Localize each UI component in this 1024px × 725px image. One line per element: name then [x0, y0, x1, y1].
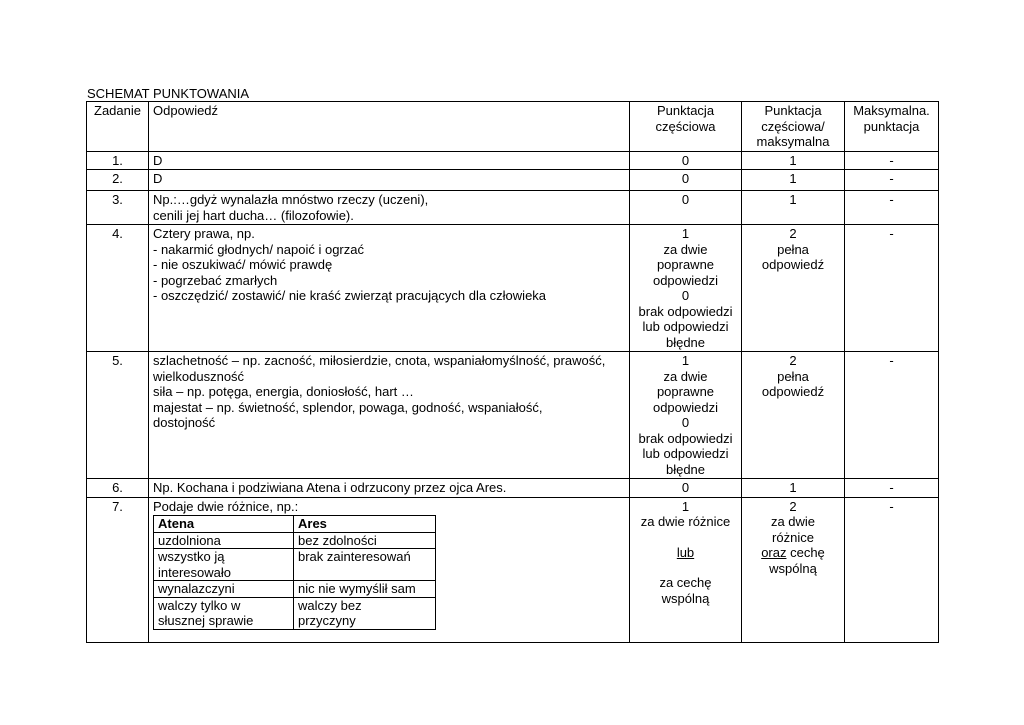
- task-number: 1.: [87, 151, 149, 170]
- partial-max-score: 2 pełna odpowiedź: [742, 352, 845, 479]
- max-score: -: [845, 352, 939, 479]
- partial-max-score: [742, 497, 845, 642]
- task-number: 2.: [87, 170, 149, 191]
- task-number: 4.: [87, 225, 149, 352]
- task-number: 6.: [87, 479, 149, 498]
- partial-max-oraz-line: [746, 545, 840, 561]
- answer-cell: D: [149, 151, 630, 170]
- task-number: 5.: [87, 352, 149, 479]
- comparison-cell: walczy bez przyczyny: [294, 597, 436, 629]
- max-score: -: [845, 497, 939, 642]
- max-score: -: [845, 479, 939, 498]
- spacer: [634, 560, 737, 575]
- partial-score: 1 za dwie poprawne odpowiedzi 0 brak odpowiedzi lub odpowiedzi błędne: [630, 352, 742, 479]
- partial-max-score: 1: [742, 479, 845, 498]
- comparison-cell: brak zainteresowań: [294, 549, 436, 581]
- table-row: [87, 191, 939, 225]
- header-partial: Punktacja częściowa: [630, 102, 742, 152]
- max-score: -: [845, 151, 939, 170]
- partial-score-a: 1 za dwie różnice: [640, 498, 731, 529]
- answer-cell: Cztery prawa, np. - nakarmić głodnych/ napoić i ogrzać - nie oszukiwać/ mówić prawdę - pogrzebać zmarłych - oszczędzić/ zostawić/ nie kraść zwierząt pracujących dla człowieka: [149, 225, 630, 352]
- partial-max-oraz: oraz: [761, 545, 787, 560]
- partial-max-b: wspólną: [769, 560, 817, 576]
- partial-max-oraz-rest: cechę: [786, 545, 825, 560]
- max-score: -: [845, 191, 939, 225]
- comparison-row: [154, 597, 436, 629]
- scoring-table: [86, 101, 939, 643]
- spacer: [634, 530, 737, 545]
- partial-max-score: 1: [742, 191, 845, 225]
- max-score: -: [845, 170, 939, 191]
- partial-score: 1 za dwie poprawne odpowiedzi 0 brak odpowiedzi lub odpowiedzi błędne: [630, 225, 742, 352]
- partial-max-score: 1: [742, 170, 845, 191]
- header-max: Maksymalna. punktacja: [845, 102, 939, 152]
- table-row: [87, 151, 939, 170]
- answer-intro: Podaje dwie różnice, np.:: [153, 498, 299, 514]
- max-score: -: [845, 225, 939, 352]
- answer-cell: [149, 497, 630, 642]
- comparison-cell: walczy tylko w słusznej sprawie: [154, 597, 294, 629]
- table-row: [87, 479, 939, 498]
- header-task: Zadanie: [87, 102, 149, 152]
- comparison-table: [153, 515, 436, 630]
- partial-score-lub: lub: [676, 544, 695, 560]
- answer-cell: Np.:…gdyż wynalazła mnóstwo rzeczy (uczeni), cenili jej hart ducha… (filozofowie).: [149, 191, 630, 225]
- table-row: [87, 352, 939, 479]
- partial-score: 0: [630, 191, 742, 225]
- partial-score: [630, 497, 742, 642]
- comparison-cell: wszystko ją interesowało: [154, 549, 294, 581]
- partial-score: 0: [630, 151, 742, 170]
- answer-cell: szlachetność – np. zacność, miłosierdzie, cnota, wspaniałomyślność, prawość, wielkoduszność siła – np. potęga, energia, doniosłość, hart … majestat – np. świetność, splendor, powaga, godność, wspaniałość, dostojność: [149, 352, 630, 479]
- partial-max-score: 1: [742, 151, 845, 170]
- task-number: 3.: [87, 191, 149, 225]
- comparison-row: [154, 581, 436, 598]
- comparison-cell: bez zdolności: [294, 532, 436, 549]
- comparison-cell: nic nie wymyślił sam: [294, 581, 436, 598]
- comparison-cell: uzdolniona: [154, 532, 294, 549]
- table-row: [87, 225, 939, 352]
- table-row: [87, 170, 939, 191]
- comparison-row: [154, 549, 436, 581]
- header-partial-max: Punktacja częściowa/ maksymalna: [742, 102, 845, 152]
- partial-score: 0: [630, 170, 742, 191]
- table-row: [87, 497, 939, 642]
- partial-max-score: 2 pełna odpowiedź: [742, 225, 845, 352]
- comparison-header-atena: Atena: [154, 516, 294, 533]
- task-number: 7.: [87, 497, 149, 642]
- document-title: SCHEMAT PUNKTOWANIA: [87, 86, 250, 101]
- comparison-header-ares: Ares: [294, 516, 436, 533]
- partial-max-a: 2 za dwie różnice: [770, 498, 816, 545]
- header-answer: Odpowiedź: [149, 102, 630, 152]
- answer-cell: D: [149, 170, 630, 191]
- comparison-row: [154, 532, 436, 549]
- partial-score: 0: [630, 479, 742, 498]
- header-row: [87, 102, 939, 152]
- comparison-cell: wynalazczyni: [154, 581, 294, 598]
- answer-cell: Np. Kochana i podziwiana Atena i odrzucony przez ojca Ares.: [149, 479, 630, 498]
- partial-score-b: za cechę wspólną: [659, 575, 712, 606]
- comparison-header-row: [154, 516, 436, 533]
